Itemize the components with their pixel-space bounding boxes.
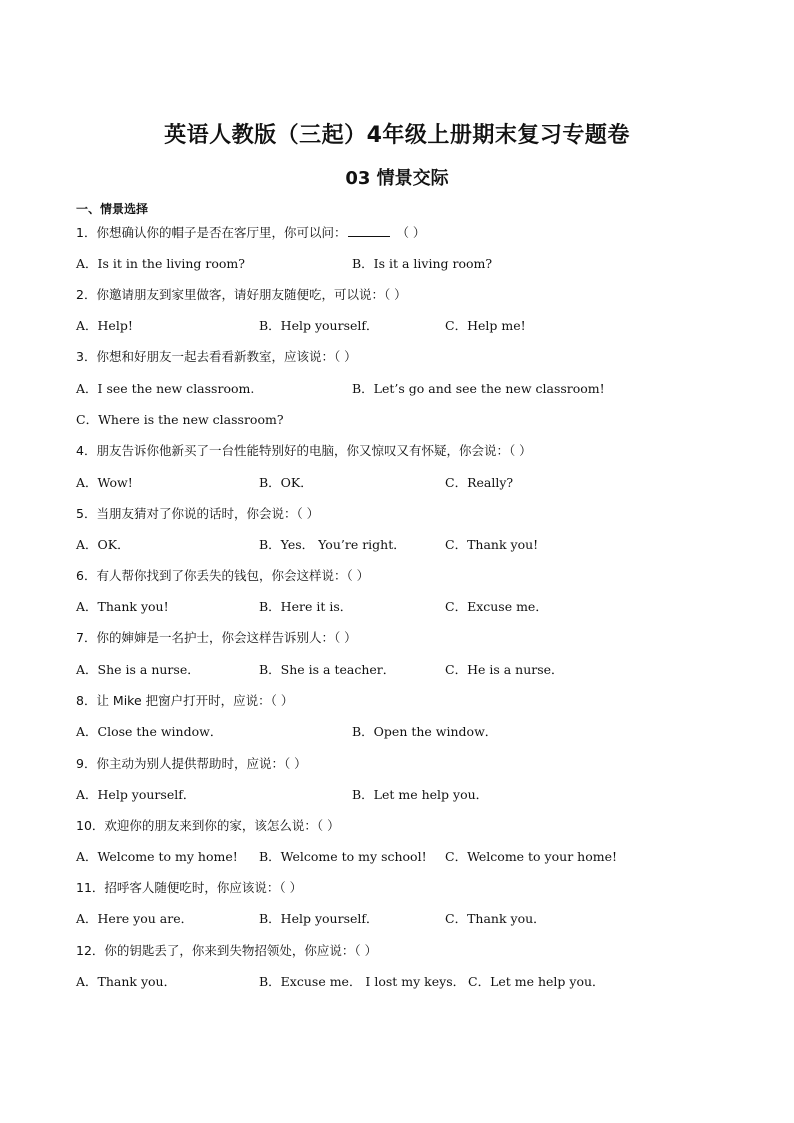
question-1: 1．你想确认你的帽子是否在客厅里，你可以问： （ ） <box>76 225 426 240</box>
page-subtitle: 03 情景交际 <box>345 168 449 189</box>
options-6 <box>76 597 716 617</box>
options-2 <box>76 316 716 336</box>
question-8: 8．让 Mike 把窗户打开时，应说：（ ） <box>76 693 294 708</box>
options-10 <box>76 847 716 867</box>
option-c: C．Really? <box>445 475 514 490</box>
option-c: C．Excuse me． <box>445 599 548 614</box>
option-c: C．Thank you． <box>445 911 546 926</box>
option-c: C．Where is the new classroom? <box>76 412 284 427</box>
question-12: 12．你的钥匙丢了，你来到失物招领处，你应说：（ ） <box>76 943 378 958</box>
options-9 <box>76 785 716 805</box>
option-b: B．Excuse me． I lost my keys． <box>259 974 466 989</box>
option-a: A．Thank you! <box>76 599 169 614</box>
question-6: 6．有人帮你找到了你丢失的钱包，你会这样说：（ ） <box>76 568 370 583</box>
question-3: 3．你想和好朋友一起去看看新教室，应该说：（ ） <box>76 349 357 364</box>
option-a: A．Thank you． <box>76 974 177 989</box>
option-b: B．Here it is． <box>259 599 353 614</box>
option-b: B．Let’s go and see the new classroom! <box>352 381 605 396</box>
options-11 <box>76 909 716 929</box>
option-c: C．Welcome to your home! <box>445 849 617 864</box>
question-4: 4．朋友告诉你他新买了一台性能特别好的电脑，你又惊叹又有怀疑，你会说：（ ） <box>76 443 532 458</box>
option-a: A．Is it in the living room? <box>76 256 245 271</box>
options-5 <box>76 535 716 555</box>
options-8 <box>76 722 716 742</box>
option-c: C．Let me help you． <box>468 974 605 989</box>
question-2: 2．你邀请朋友到家里做客，请好朋友随便吃，可以说：（ ） <box>76 287 407 302</box>
option-c: C．Help me! <box>445 318 526 333</box>
option-a: A．She is a nurse． <box>76 662 200 677</box>
option-b: B．Help yourself． <box>259 318 379 333</box>
section-heading: 一、情景选择 <box>76 202 149 216</box>
option-a: A．Help! <box>76 318 133 333</box>
question-7: 7．你的婶婶是一名护士，你会这样告诉别人：（ ） <box>76 630 357 645</box>
option-a: A．Welcome to my home! <box>76 849 238 864</box>
option-a: A．Close the window． <box>76 724 223 739</box>
option-c: C．He is a nurse． <box>445 662 564 677</box>
options-4 <box>76 473 716 493</box>
options-3-c <box>76 410 284 430</box>
option-b: B．Help yourself． <box>259 911 379 926</box>
option-b: B．Welcome to my school! <box>259 849 427 864</box>
option-b: B．Let me help you． <box>352 787 489 802</box>
option-a: A．Help yourself． <box>76 787 196 802</box>
option-b: B．Open the window． <box>352 724 498 739</box>
page-title: 英语人教版（三起）4年级上册期末复习专题卷 <box>164 123 630 148</box>
option-b: B．Is it a living room? <box>352 256 493 271</box>
option-b: B．Yes． You’re right． <box>259 537 406 552</box>
options-1 <box>76 254 716 274</box>
options-3 <box>76 379 716 399</box>
option-a: A．OK． <box>76 537 130 552</box>
question-11: 11．招呼客人随便吃时，你应该说：（ ） <box>76 880 303 895</box>
question-5: 5．当朋友猜对了你说的话时，你会说：（ ） <box>76 506 320 521</box>
option-b: B．OK． <box>259 475 313 490</box>
options-7 <box>76 660 716 680</box>
option-b: B．She is a teacher． <box>259 662 396 677</box>
question-10: 10．欢迎你的朋友来到你的家，该怎么说：（ ） <box>76 818 340 833</box>
answer-blank <box>348 224 390 237</box>
option-c: C．Thank you! <box>445 537 539 552</box>
options-12 <box>76 972 716 992</box>
option-a: A．Wow! <box>76 475 133 490</box>
option-a: A．Here you are． <box>76 911 194 926</box>
question-9: 9．你主动为别人提供帮助时，应说：（ ） <box>76 756 307 771</box>
option-a: A．I see the new classroom. <box>76 381 255 396</box>
